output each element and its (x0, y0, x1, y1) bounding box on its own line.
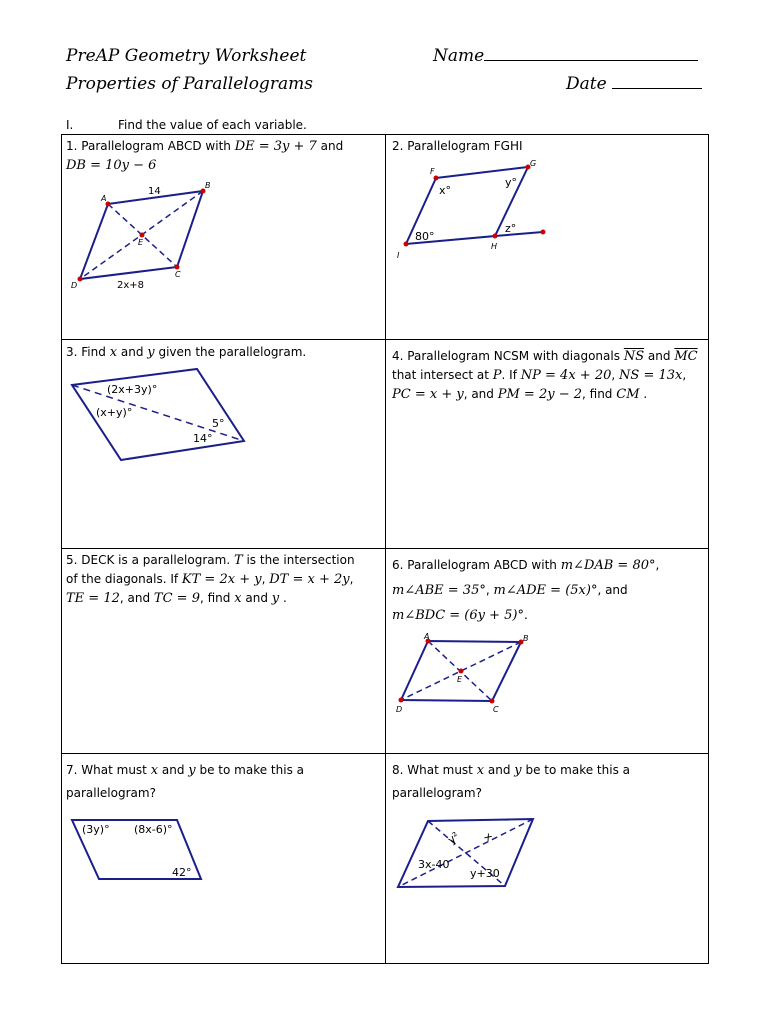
p7-label-a3: 42° (172, 866, 192, 879)
p1-label-e: E (138, 238, 144, 247)
problem-8-text: 8. What must x and y be to make this a parallelogram? (392, 763, 630, 800)
problem-3-text: 3. Find x and y given the parallelogram. (66, 345, 307, 360)
p6-label-e: E (457, 675, 463, 684)
p2-label-g: G (530, 159, 537, 168)
problem-6-text: 6. Parallelogram ABCD with m∠DAB = 80°, m∠ABE = 35°, m∠ADE = (5x)°, and m∠BDC = (6y + 5)°. (392, 558, 660, 623)
p2-label-y: y° (505, 176, 518, 189)
p3-label-a4: 14° (193, 432, 213, 445)
p1-eq1: DE = 3y + 7 (234, 139, 317, 154)
p3-label-a2: (x+y)° (96, 406, 133, 419)
p2-label-z: z° (505, 222, 517, 235)
p8-label-a: 3x-40 (418, 858, 450, 871)
p2-label-x: x° (439, 184, 452, 197)
p6-label-c: C (493, 705, 499, 714)
date-label: Date (566, 74, 607, 94)
p2-label-h: H (491, 242, 498, 251)
p1-label-b: B (205, 181, 211, 190)
p8-label-y2: y² (445, 829, 462, 847)
p7-label-a1: (3y)° (82, 823, 110, 836)
p3-label-a1: (2x+3y)° (107, 383, 158, 396)
p2-label-80: 80° (415, 230, 435, 243)
section-instruction: Find the value of each variable. (118, 118, 307, 132)
problem-7-text: 7. What must x and y be to make this a parallelogram? (66, 763, 304, 800)
problem-1-text: 1. Parallelogram ABCD with DE = 3y + 7 and DB = 10y − 6 (66, 139, 344, 173)
p1-eq2: DB = 10y − 6 (66, 158, 157, 173)
problem-4-text: 4. Parallelogram NCSM with diagonals $\overline{NS}$ and $\overline{MC}$ that intersect at P. If NP = 4x + 20, NS = 13x, PC = x + y, and PM = 2y − 2, find CM . (392, 349, 698, 402)
name-label: Name (433, 46, 485, 66)
worksheet-subtitle: Properties of Parallelograms (66, 74, 313, 94)
p1-label-top: 14 (148, 186, 161, 197)
p7-label-a2: (8x-6)° (134, 823, 173, 836)
p1-label-d: D (71, 281, 78, 290)
p6-label-a: A (424, 632, 430, 641)
section-numeral: I. (66, 118, 74, 132)
p8-diagonal-bd (398, 819, 533, 887)
p3-label-a3: 5° (212, 417, 225, 430)
p2-label-i: I (397, 251, 400, 260)
p1-label-c: C (175, 270, 181, 279)
problem-5-text: 5. DECK is a parallelogram. T is the intersection of the diagonals. If KT = 2x + y, DT = x + 2y, TE = 12, and TC = 9, find x and y . (66, 553, 355, 606)
p1-label-a: A (101, 194, 107, 203)
p6-label-d: D (396, 705, 403, 714)
p2-label-f: F (430, 167, 435, 176)
p8-label-b: y+30 (470, 867, 500, 880)
p1-label-bottom: 2x+8 (117, 280, 145, 291)
p8-label-x: x (481, 829, 496, 844)
worksheet-title: PreAP Geometry Worksheet (66, 46, 307, 66)
problem-2-text: 2. Parallelogram FGHI (392, 139, 523, 153)
p6-label-b: B (523, 634, 529, 643)
